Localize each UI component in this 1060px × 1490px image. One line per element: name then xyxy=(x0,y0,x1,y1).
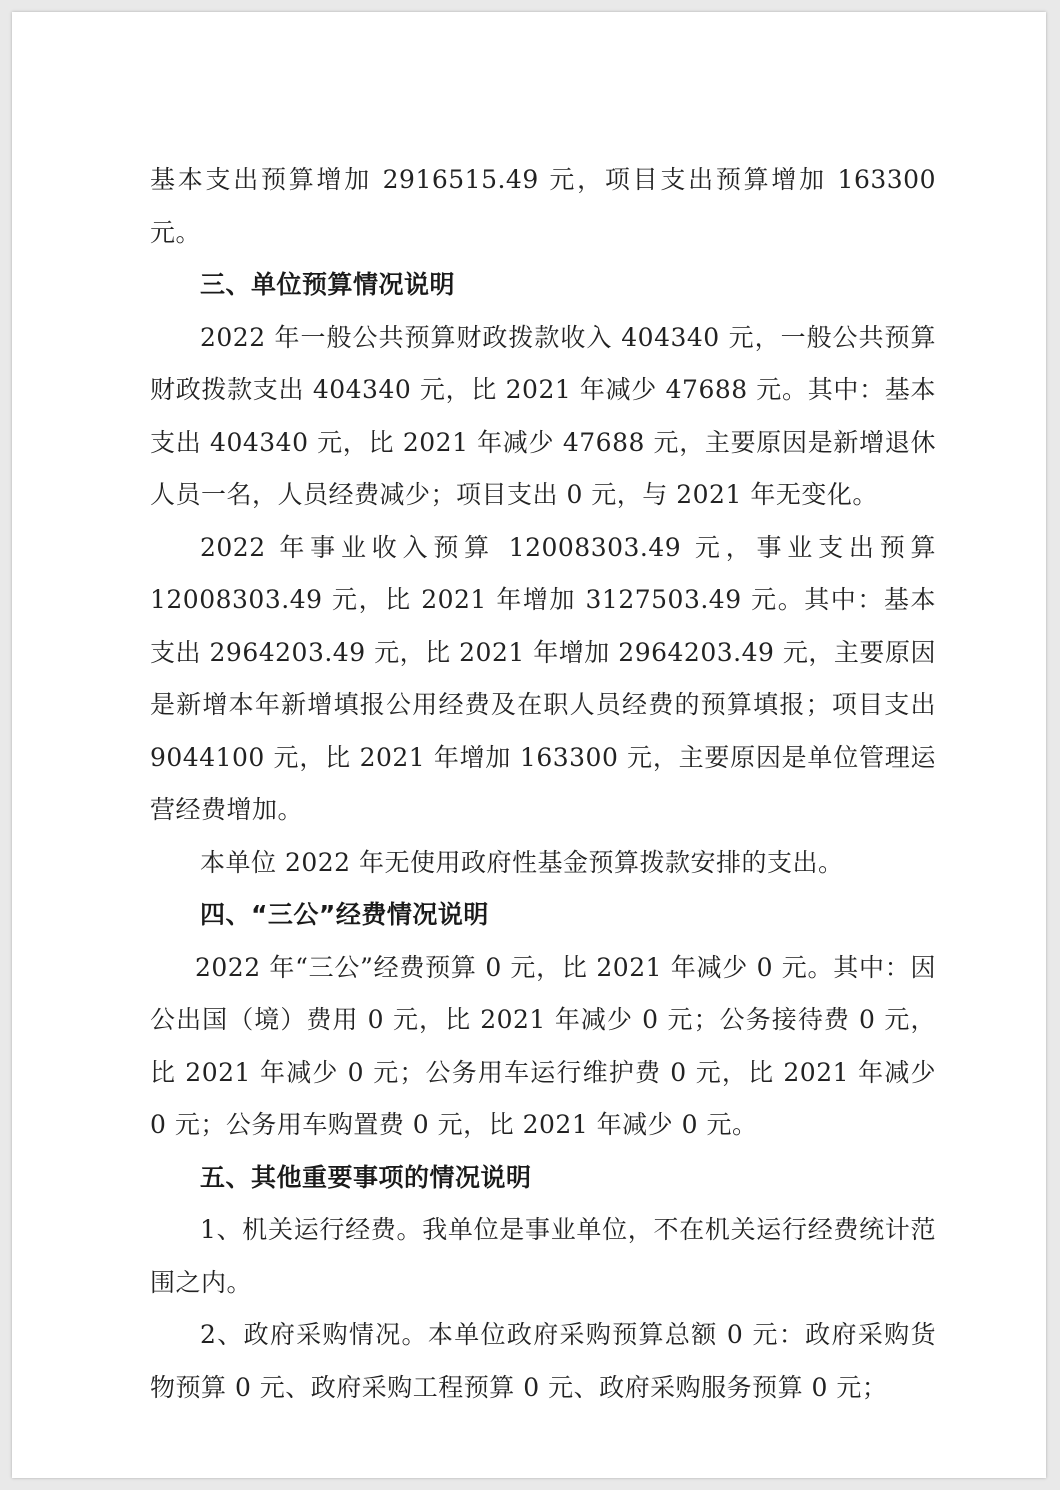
paragraph-general-budget: 2022 年一般公共预算财政拨款收入 404340 元，一般公共预算财政拨款支出 404340 元，比 2021 年减少 47688 元。其中：基本支出 404340 元，比 2021 年减少 47688 元，主要原因是新增退休人员一名，人员经费减少；项目支出 0 元，与 2021 年无变化。 xyxy=(150,322,936,509)
paragraph-business-income: 2022 年事业收入预算 12008303.49 元，事业支出预算 12008303.49 元，比 2021 年增加 3127503.49 元。其中：基本支出 2964203.49 元，比 2021 年增加 2964203.49 元，主要原因是新增本年新增填报公用经费及在职人员经费的预算填报；项目支出 9044100 元，比 2021 年增加 163300 元，主要原因是单位管理运营经费增加。 xyxy=(150,532,936,824)
paragraph-continuation: 基本支出预算增加 2916515.49 元，项目支出预算增加 163300 元。 xyxy=(150,165,936,247)
section-heading-3: 三、单位预算情况说明 xyxy=(200,270,456,299)
paragraph-operating-expenses: 1、机关运行经费。我单位是事业单位，不在机关运行经费统计范围之内。 xyxy=(150,1215,936,1297)
section-heading-5: 五、其他重要事项的情况说明 xyxy=(200,1162,532,1192)
paragraph-three-public-expenses: 2022 年“三公”经费预算 0 元，比 2021 年减少 0 元。其中：因公出国（境）费用 0 元，比 2021 年减少 0 元；公务接待费 0 元，比 2021 年减少 0 元；公务用车运行维护费 0 元，比 2021 年减少 0 元；公务用车购置费 0 元，比 2021 年减少 0 元。 xyxy=(150,952,936,1139)
paragraph-government-fund: 本单位 2022 年无使用政府性基金预算拨款安排的支出。 xyxy=(200,847,844,877)
document-body xyxy=(150,154,936,1414)
paragraph-government-procurement: 2、政府采购情况。本单位政府采购预算总额 0 元：政府采购货物预算 0 元、政府采购工程预算 0 元、政府采购服务预算 0 元； xyxy=(150,1320,936,1402)
document-page xyxy=(12,12,1046,1478)
section-heading-4: 四、“三公”经费情况说明 xyxy=(200,900,489,929)
